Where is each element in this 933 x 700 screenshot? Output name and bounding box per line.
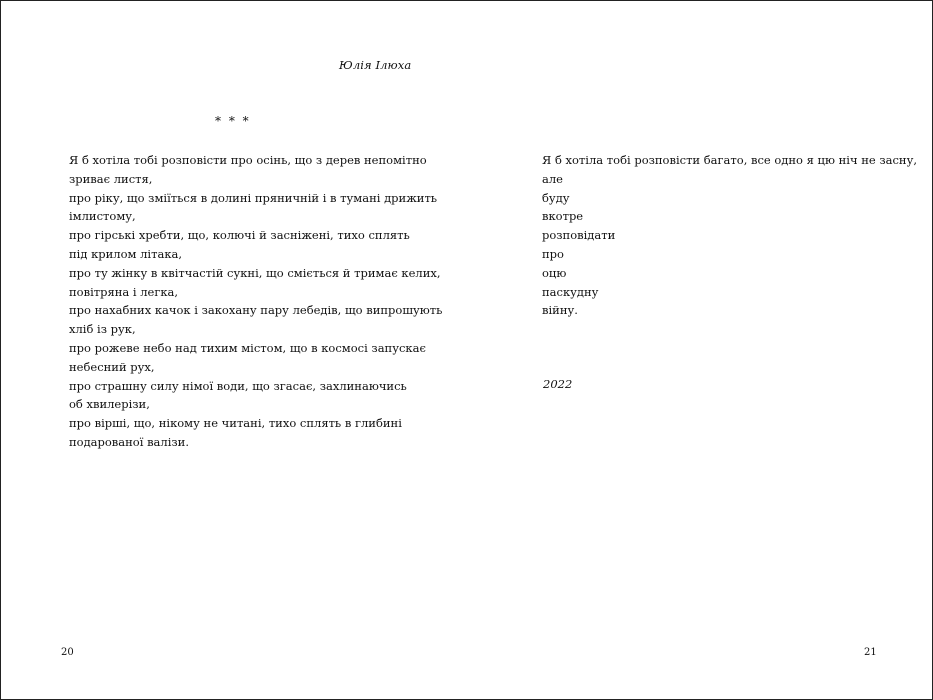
poem-line: подарованої валізи. <box>69 434 189 449</box>
poem-line: паскудну <box>542 284 599 299</box>
poem-line: хліб із рук, <box>69 322 136 337</box>
poem-line: повітряна і легка, <box>69 284 179 299</box>
poem-line: але <box>542 171 563 186</box>
poem-line: під крилом літака, <box>69 246 183 261</box>
page-number-right: 21 <box>864 647 877 658</box>
poem-line: імлистому, <box>69 209 136 224</box>
poem-line: про ту жінку в квітчастій сукні, що сміється й тримає келих, <box>69 265 441 280</box>
poem-line: розповідати <box>542 228 616 243</box>
poem-line: Я б хотіла тобі розповісти багато, все одно я цю ніч не засну, <box>542 153 917 167</box>
poem-right-column <box>542 151 917 320</box>
poem-line: війну. <box>542 303 578 318</box>
poem-left-column <box>69 151 442 452</box>
section-separator: * * * <box>215 114 251 128</box>
poem-line: небесний рух, <box>69 359 155 374</box>
poem-date: 2022 <box>543 377 573 391</box>
poem-line: про страшну силу німої води, що згасає, захлинаючись <box>69 378 407 393</box>
poem-line: зриває листя, <box>69 171 153 186</box>
poem-line: оцю <box>542 265 567 280</box>
poem-line: про гірські хребти, що, колючі й засніжені, тихо сплять <box>69 228 410 243</box>
poem-line: про ріку, що зміїться в долині пряничній і в тумані дрижить <box>69 190 438 205</box>
page-number-left: 20 <box>61 647 74 658</box>
poem-line: про вірші, що, нікому не читані, тихо сплять в глибині <box>69 416 402 431</box>
poem-line: вкотре <box>542 209 584 224</box>
poem-line: про <box>542 246 564 261</box>
poem-line: про нахабних качок і закохану пару лебедів, що випрошують <box>69 303 443 318</box>
poem-line: Я б хотіла тобі розповісти про осінь, що з дерев непомітно <box>69 153 427 167</box>
poem-line: буду <box>542 190 570 205</box>
poem-line: про рожеве небо над тихим містом, що в космосі запускає <box>69 340 426 355</box>
poem-line: об хвилерізи, <box>69 397 150 412</box>
author-name: Юлія Ілюха <box>339 58 412 72</box>
